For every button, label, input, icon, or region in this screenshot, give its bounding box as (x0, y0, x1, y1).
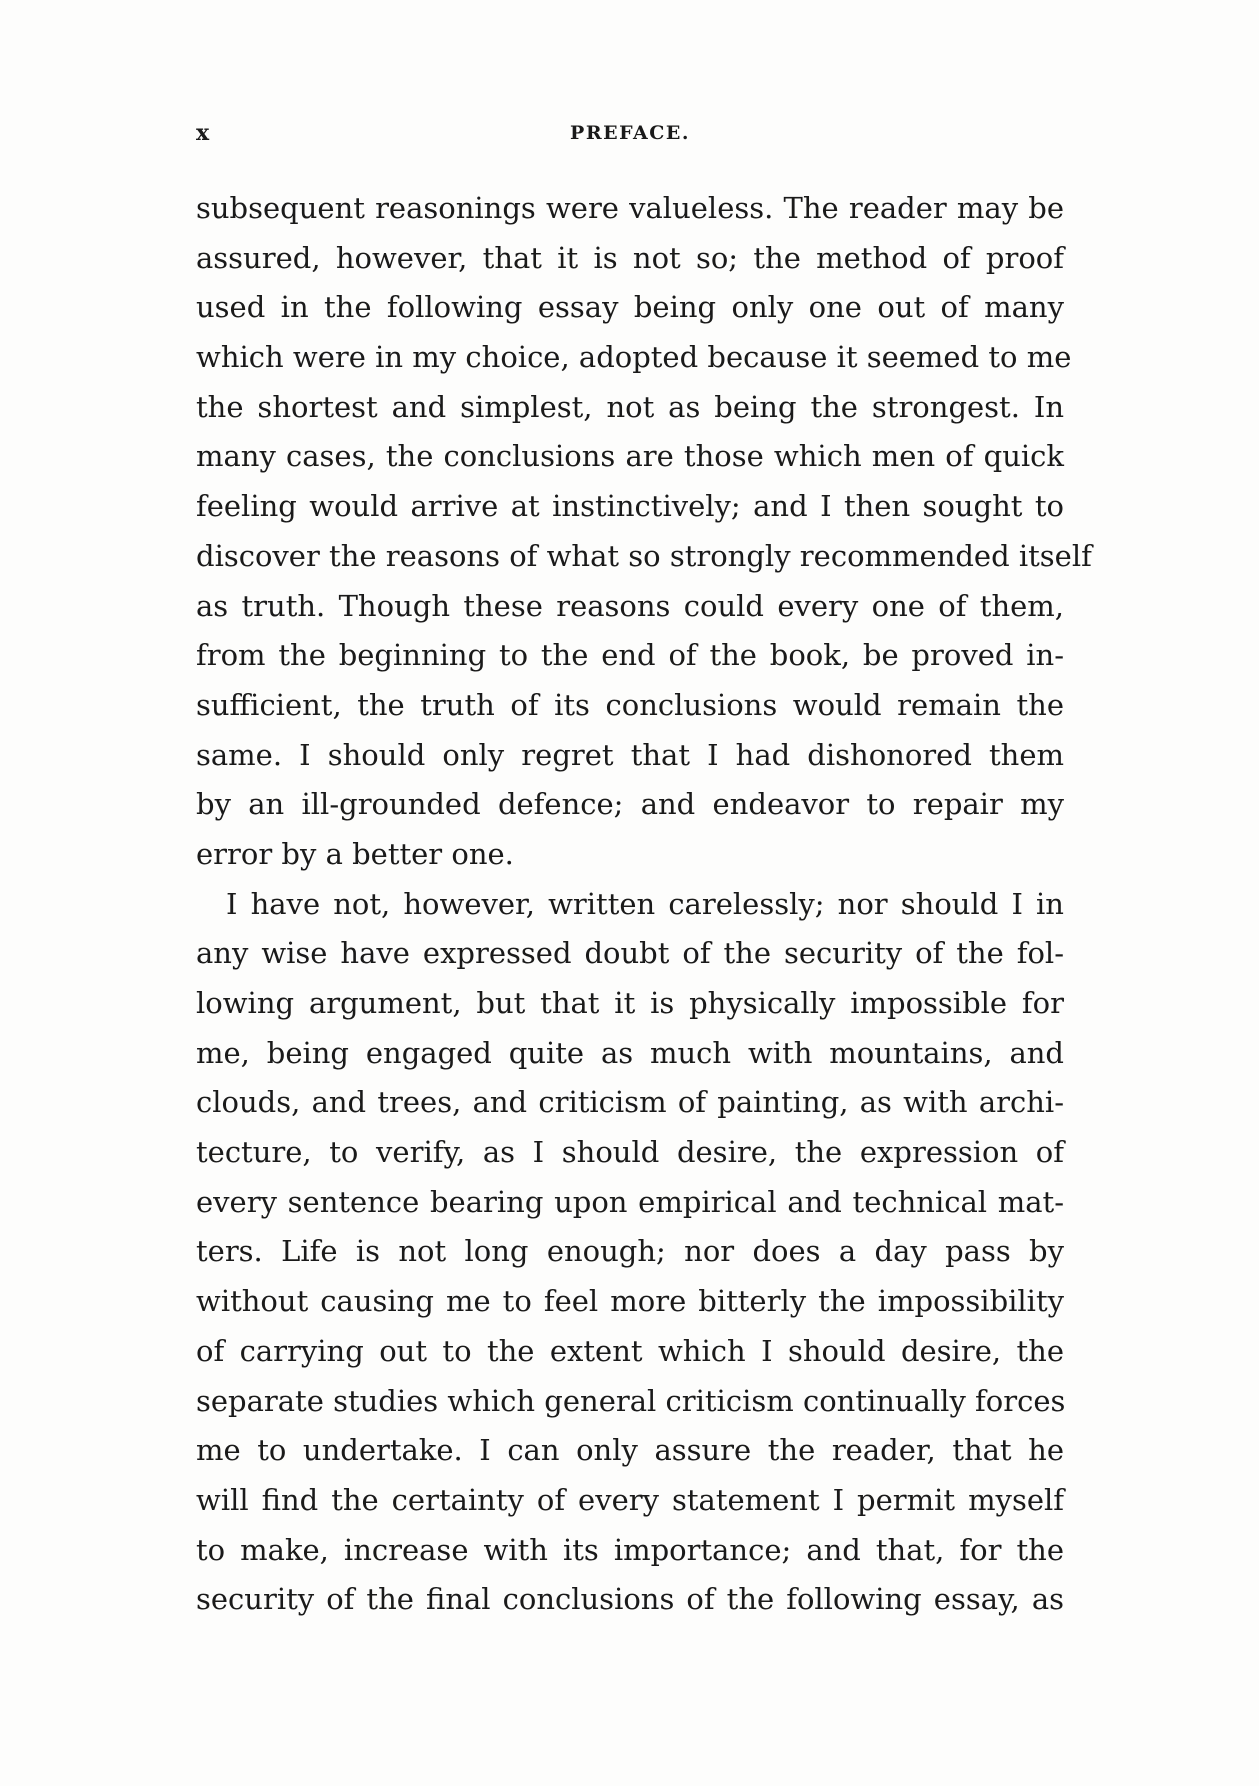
text-line: will find the certainty of every statement I permit myself (196, 1482, 1064, 1517)
text-line: same. I should only regret that I had dishonored them (196, 737, 1064, 772)
text-line: used in the following essay being only one out of many (196, 290, 1064, 325)
running-head (196, 118, 1064, 148)
text-line: I have not, however, written carelessly; nor should I in (226, 886, 1064, 921)
text-line: separate studies which general criticism continually forces (196, 1383, 1066, 1418)
text-line: feeling would arrive at instinctively; and I then sought to (196, 489, 1064, 524)
page-number: x (196, 120, 210, 146)
text-line: lowing argument, but that it is physically impossible for (196, 986, 1064, 1020)
text-line: security of the final conclusions of the following essay, as (196, 1582, 1064, 1617)
text-line: many cases, the conclusions are those which men of quick (196, 439, 1064, 474)
text-line: sufficient, the truth of its conclusions would remain the (196, 687, 1064, 722)
text-line: me to undertake. I can only assure the reader, that he (196, 1433, 1064, 1468)
text-line: as truth. Though these reasons could every one of them, (196, 588, 1064, 623)
text-line: subsequent reasonings were valueless. The reader may be (196, 191, 1064, 225)
text-line: assured, however, that it is not so; the method of proof (196, 240, 1064, 275)
body-text (196, 184, 1092, 1625)
text-line: tecture, to verify, as I should desire, the expression of (196, 1135, 1064, 1170)
text-line: the shortest and simplest, not as being the strongest. In (196, 389, 1064, 424)
text-line: to make, increase with its importance; and that, for the (196, 1532, 1064, 1567)
text-line: me, being engaged quite as much with mountains, and (196, 1035, 1064, 1070)
text-line: any wise have expressed doubt of the security of the fol- (196, 936, 1064, 971)
text-line: from the beginning to the end of the book, be proved in- (196, 638, 1064, 673)
text-line: clouds, and trees, and criticism of painting, as with archi- (196, 1085, 1064, 1120)
text-line: without causing me to feel more bitterly the impossibility (196, 1284, 1064, 1319)
text-line: ters. Life is not long enough; nor does a day pass by (196, 1234, 1064, 1269)
text-line: of carrying out to the extent which I should desire, the (196, 1333, 1064, 1368)
running-head-title: PREFACE. (570, 122, 690, 144)
paragraph (196, 880, 1064, 1625)
paragraph (196, 184, 1092, 880)
text-line: every sentence bearing upon empirical and technical mat- (196, 1184, 1064, 1219)
text-line: which were in my choice, adopted because it seemed to me (196, 340, 1072, 375)
text-line: error by a better one. (196, 836, 514, 871)
text-line: discover the reasons of what so strongly recommended itself (196, 538, 1092, 573)
text-line: by an ill-grounded defence; and endeavor to repair my (196, 787, 1064, 822)
